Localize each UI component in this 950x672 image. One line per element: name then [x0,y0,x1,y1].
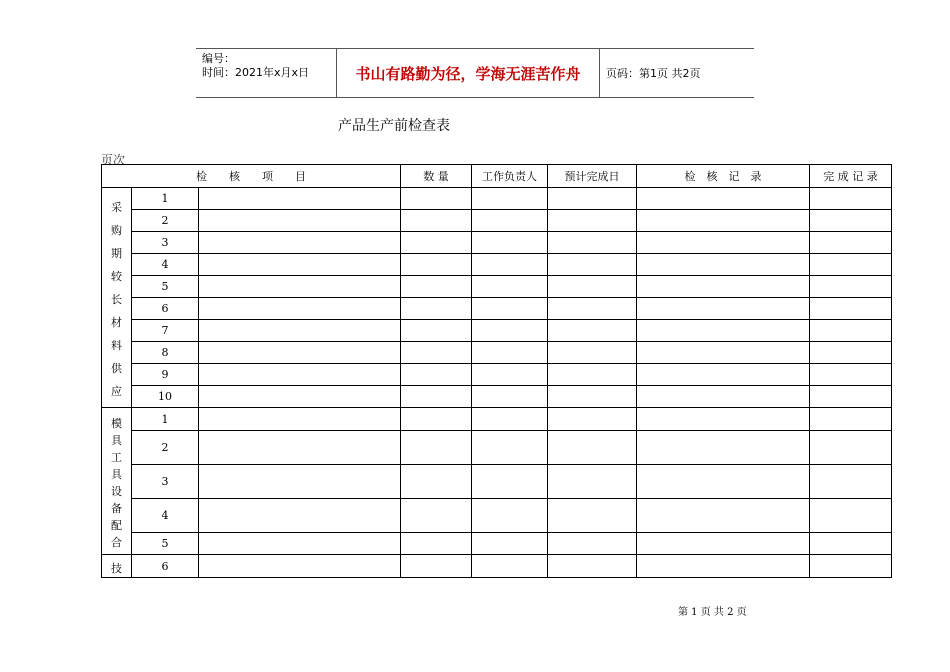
row-number: 4 [132,254,199,276]
table-cell[interactable] [199,533,401,555]
table-row [102,408,892,431]
table-cell[interactable] [199,386,401,408]
table-cell[interactable] [472,210,548,232]
table-cell[interactable] [548,555,637,578]
table-cell[interactable] [401,465,472,499]
motto-text: 书山有路勤为径，学海无涯苦作舟 [355,64,581,83]
table-cell[interactable] [199,342,401,364]
category-char: 购 [111,224,122,237]
category-char: 模 [111,417,122,430]
page-label: 页次 [101,153,126,167]
category-cell [102,188,132,408]
table-cell[interactable] [548,276,637,298]
table-cell[interactable] [637,276,810,298]
category-cell [102,555,132,578]
table-row [102,188,892,210]
col-header-quantity: 数 量 [401,165,472,188]
time-label: 时间：2021年x月x日 [202,66,310,79]
header-meta-cell [196,49,336,97]
table-row [102,499,892,533]
table-cell[interactable] [401,408,472,431]
table-cell[interactable] [401,188,472,210]
table-row [102,364,892,386]
category-char: 应 [111,385,122,398]
table-cell[interactable] [637,188,810,210]
table-cell[interactable] [810,499,892,533]
table-cell[interactable] [548,188,637,210]
table-cell[interactable] [472,555,548,578]
table-cell[interactable] [810,298,892,320]
page-footer: 第 1 页 共 2 页 [678,607,747,618]
table-cell[interactable] [637,499,810,533]
table-cell[interactable] [637,408,810,431]
row-number: 9 [132,364,199,386]
row-number: 6 [132,555,199,578]
category-char: 较 [111,270,122,283]
row-number: 2 [132,431,199,465]
table-cell[interactable] [199,232,401,254]
table-cell[interactable] [199,555,401,578]
table-row [102,431,892,465]
table-row [102,210,892,232]
row-number: 5 [132,533,199,555]
category-char: 材 [111,316,122,329]
table-cell[interactable] [472,188,548,210]
table-cell[interactable] [401,232,472,254]
table-cell[interactable] [810,320,892,342]
category-char: 备 [111,502,122,515]
col-header-completion-record: 完 成 记 录 [810,165,892,188]
header-motto-cell [336,49,600,97]
page-info: 页码：第1页 共2页 [606,66,701,80]
table-cell[interactable] [401,210,472,232]
row-number: 8 [132,342,199,364]
category-char: 具 [111,468,122,481]
category-cell [102,408,132,555]
table-cell[interactable] [637,364,810,386]
table-cell[interactable] [472,465,548,499]
row-number: 6 [132,298,199,320]
category-char: 供 [111,362,122,375]
table-cell[interactable] [401,342,472,364]
table-cell[interactable] [199,298,401,320]
category-char: 具 [111,434,122,447]
table-cell[interactable] [401,533,472,555]
table-cell[interactable] [810,342,892,364]
row-number: 3 [132,465,199,499]
table-cell[interactable] [548,386,637,408]
category-char: 料 [111,339,122,352]
table-cell[interactable] [401,555,472,578]
category-char: 长 [111,293,122,306]
table-row [102,320,892,342]
table-row [102,465,892,499]
row-number: 3 [132,232,199,254]
number-label: 编号： [202,52,235,65]
category-char: 合 [111,536,122,549]
row-number: 1 [132,408,199,431]
table-cell[interactable] [472,320,548,342]
table-cell[interactable] [472,276,548,298]
table-cell[interactable] [199,210,401,232]
category-char: 采 [111,201,122,214]
table-row [102,386,892,408]
table-cell[interactable] [548,465,637,499]
table-cell[interactable] [548,499,637,533]
table-cell[interactable] [810,188,892,210]
category-char: 技 [111,561,122,575]
row-number: 4 [132,499,199,533]
category-char: 工 [111,451,122,464]
table-cell[interactable] [637,431,810,465]
header-page-cell [600,49,754,97]
table-cell[interactable] [199,465,401,499]
table-cell[interactable] [548,342,637,364]
table-cell[interactable] [810,364,892,386]
table-cell[interactable] [199,499,401,533]
table-cell[interactable] [548,408,637,431]
table-cell[interactable] [637,386,810,408]
table-row [102,342,892,364]
table-cell[interactable] [637,210,810,232]
table-cell[interactable] [472,386,548,408]
table-cell[interactable] [472,298,548,320]
table-cell[interactable] [810,276,892,298]
table-row [102,555,892,578]
table-cell[interactable] [637,298,810,320]
row-number: 2 [132,210,199,232]
table-cell[interactable] [401,431,472,465]
table-cell[interactable] [637,465,810,499]
table-cell[interactable] [401,320,472,342]
col-header-owner: 工作负责人 [472,165,548,188]
table-cell[interactable] [637,555,810,578]
table-cell[interactable] [548,320,637,342]
table-cell[interactable] [548,431,637,465]
document-title: 产品生产前检查表 [338,118,450,134]
category-char: 期 [111,247,122,260]
table-cell[interactable] [810,408,892,431]
table-cell[interactable] [548,364,637,386]
table-row [102,254,892,276]
table-cell[interactable] [810,555,892,578]
table-cell[interactable] [472,431,548,465]
table-cell[interactable] [810,254,892,276]
table-cell[interactable] [472,499,548,533]
table-cell[interactable] [548,232,637,254]
table-cell[interactable] [401,276,472,298]
table-cell[interactable] [472,533,548,555]
table-cell[interactable] [810,210,892,232]
table-cell[interactable] [548,210,637,232]
document-header [196,48,754,98]
table-cell[interactable] [401,364,472,386]
table-cell[interactable] [548,533,637,555]
table-cell[interactable] [199,364,401,386]
table-row [102,533,892,555]
table-row [102,298,892,320]
table-cell[interactable] [199,408,401,431]
col-header-due-date: 预计完成日 [548,165,637,188]
category-char: 设 [111,485,122,498]
table-row [102,232,892,254]
table-cell[interactable] [637,320,810,342]
table-cell[interactable] [401,298,472,320]
table-cell[interactable] [810,386,892,408]
table-row [102,276,892,298]
table-cell[interactable] [199,320,401,342]
table-cell[interactable] [199,188,401,210]
col-header-item: 检 核 项 目 [102,165,401,188]
table-cell[interactable] [637,342,810,364]
table-cell[interactable] [472,342,548,364]
row-number: 10 [132,386,199,408]
table-cell[interactable] [401,254,472,276]
table-cell[interactable] [472,254,548,276]
row-number: 5 [132,276,199,298]
table-cell[interactable] [810,465,892,499]
table-cell[interactable] [548,298,637,320]
table-cell[interactable] [472,232,548,254]
table-cell[interactable] [199,254,401,276]
category-char: 配 [111,519,122,532]
table-cell[interactable] [637,232,810,254]
table-cell[interactable] [810,232,892,254]
table-cell[interactable] [401,386,472,408]
table-cell[interactable] [810,533,892,555]
table-cell[interactable] [199,276,401,298]
table-cell[interactable] [199,431,401,465]
table-header-row [102,165,892,188]
table-cell[interactable] [810,431,892,465]
table-cell[interactable] [401,499,472,533]
table-cell[interactable] [472,364,548,386]
row-number: 7 [132,320,199,342]
inspection-table [101,164,892,578]
row-number: 1 [132,188,199,210]
table-cell[interactable] [637,254,810,276]
table-cell[interactable] [637,533,810,555]
table-cell[interactable] [548,254,637,276]
table-cell[interactable] [472,408,548,431]
col-header-check-record: 检 核 记 录 [637,165,810,188]
